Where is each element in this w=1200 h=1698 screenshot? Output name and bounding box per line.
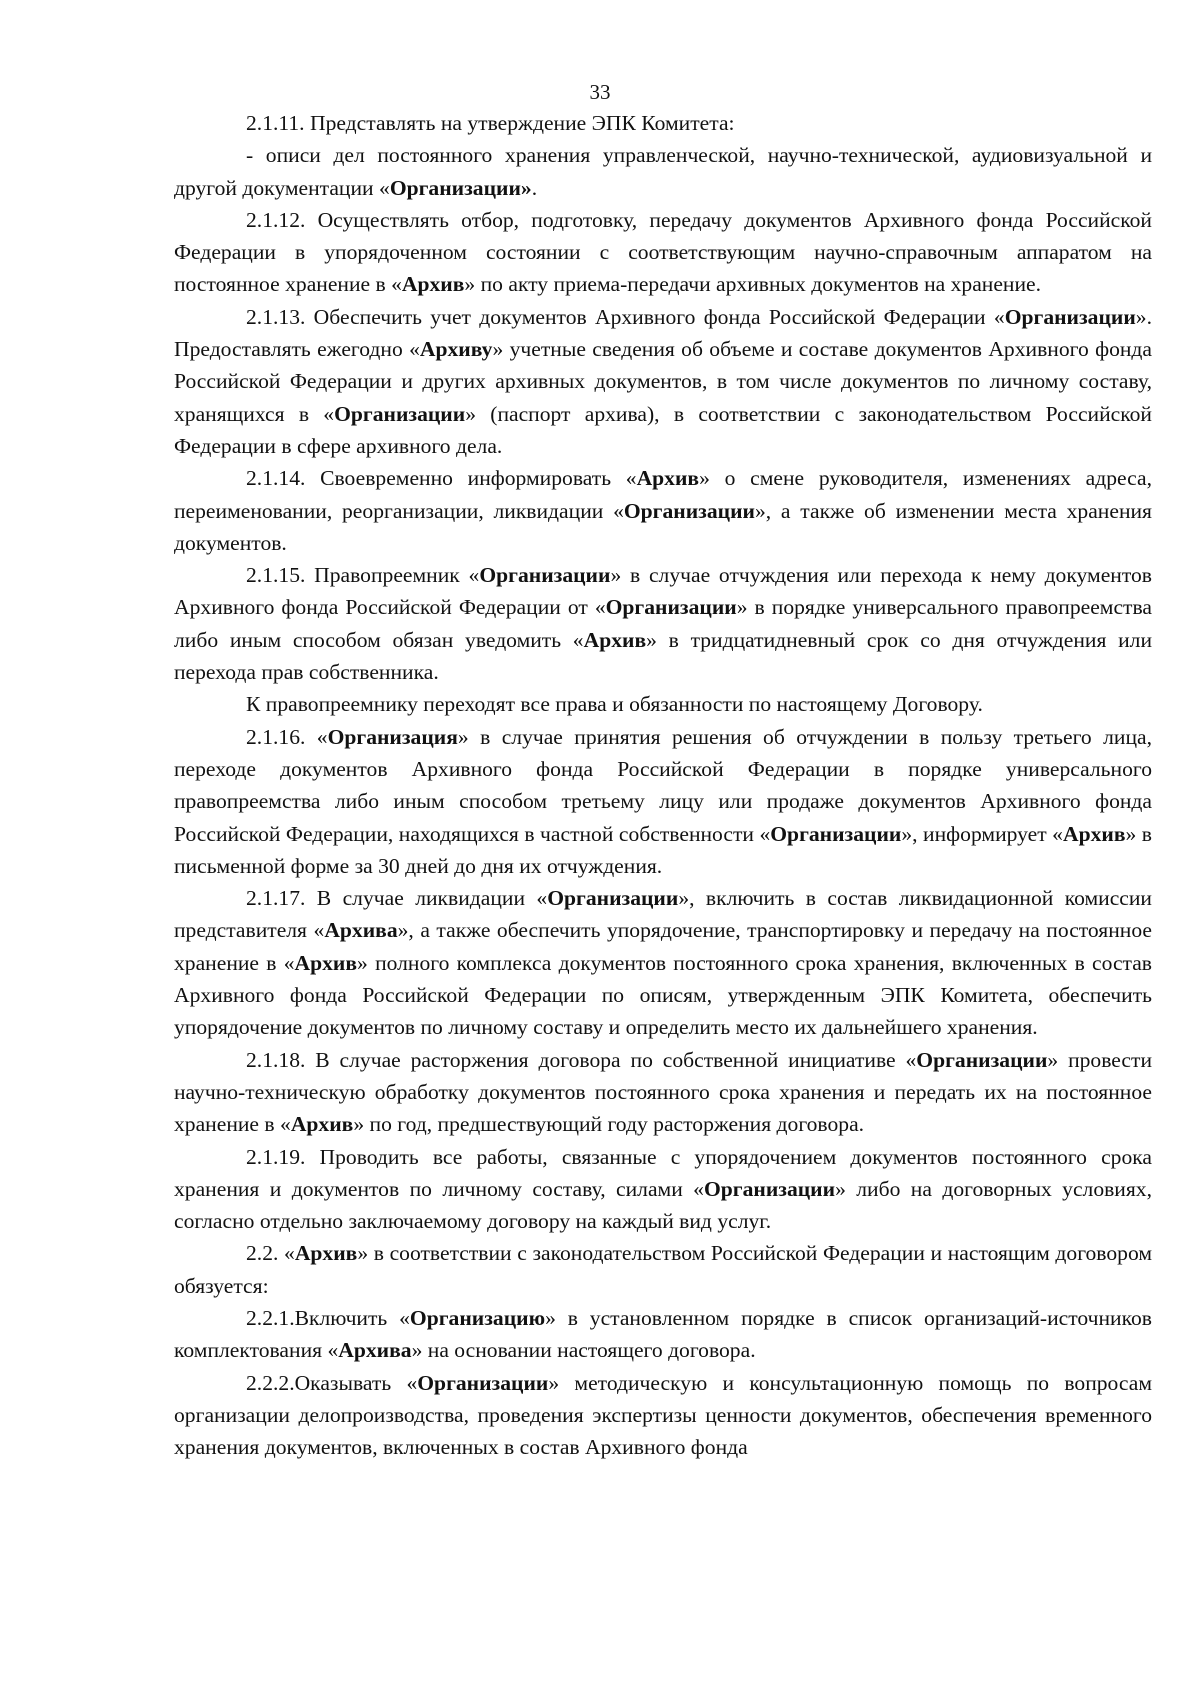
text-run: », включить в состав ликвидационной комиссии представителя « xyxy=(174,886,1152,943)
paragraph xyxy=(174,301,1152,462)
bold-text: Организация xyxy=(327,724,458,749)
paragraph xyxy=(174,462,1152,559)
text-run: » в случае принятия решения об отчуждении в пользу третьего лица, переходе документов Архивного фонда Российской Федерации в порядке универсального правопреемства либо иным способом третьему лицу или продаже документов Архивного фонда Российской Федерации, находящихся в частной собственности « xyxy=(174,724,1152,846)
text-run: 2.2. « xyxy=(246,1241,295,1266)
bold-text: Организации xyxy=(334,401,466,426)
text-run: 2.1.17. В случае ликвидации « xyxy=(246,886,548,911)
text-run: » по акту приема-передачи архивных документов на хранение. xyxy=(464,272,1042,297)
paragraph xyxy=(174,1044,1152,1141)
bold-text: Архив xyxy=(294,950,358,975)
text-run: » учетные сведения об объеме и составе документов Архивного фонда Российской Федерации и других архивных документов, в том числе документов по личному составу, хранящихся в « xyxy=(174,337,1153,426)
text-run: » в установленном порядке в список организаций-источников комплектования « xyxy=(174,1305,1152,1363)
text-run: » в порядке универсального правопреемства либо иным способом обязан уведомить « xyxy=(174,595,1152,652)
text-run: » методическую и консультационную помощь по вопросам организации делопроизводства, проведения экспертизы ценности документов, обеспечения временного хранения документов, включенных в состав Архивного фонда xyxy=(174,1370,1152,1460)
paragraph xyxy=(174,139,1152,204)
text-run: » полного комплекса документов постоянного срока хранения, включенных в состав Архивного фонда Российской Федерации по описям, утвержденным ЭПК Комитета, обеспечить упорядочение документов по личному составу и определить место их дальнейшего хранения. xyxy=(174,950,1153,1040)
text-run: », а также об изменении места хранения документов. xyxy=(174,498,1152,555)
paragraph xyxy=(174,1141,1152,1238)
bold-text: Организации xyxy=(770,821,902,846)
text-run: 2.1.19. Проводить все работы, связанные с упорядочением документов постоянного срока хранения и документов по личному составу, силами « xyxy=(174,1144,1152,1201)
text-run: » по год, предшествующий году расторжения договора. xyxy=(353,1112,865,1137)
bold-text: Организации xyxy=(623,498,755,523)
text-run: » (паспорт архива), в соответствии с законодательством Российской Федерации в сфере архивного дела. xyxy=(174,401,1152,458)
text-run: 2.2.2.Оказывать « xyxy=(246,1370,418,1395)
document-body xyxy=(174,107,1152,1463)
bold-text: Организации xyxy=(417,1370,549,1395)
bold-text: Архив xyxy=(1062,821,1126,846)
text-run: 2.1.15. Правопреемник « xyxy=(246,563,480,588)
text-run: » в письменной форме за 30 дней до дня их отчуждения. xyxy=(174,821,1152,878)
text-run: » либо на договорных условиях, согласно отдельно заключаемому договору на каждый вид услуг. xyxy=(174,1176,1152,1234)
text-run: » на основании настоящего договора. xyxy=(411,1338,756,1363)
bold-text: Архив xyxy=(290,1112,354,1137)
text-run: », информирует « xyxy=(901,821,1063,846)
bold-text: Организацию xyxy=(409,1305,546,1330)
text-run: 2.1.12. Осуществлять отбор, подготовку, передачу документов Архивного фонда Российской Федерации в упорядоченном состоянии с соответствующим научно-справочным аппаратом на постоянное хранение в « xyxy=(174,207,1152,297)
bold-text: Архива xyxy=(338,1338,412,1363)
text-run: 2.1.11. Представлять на утверждение ЭПК Комитета: xyxy=(246,111,735,135)
paragraph xyxy=(174,1302,1152,1367)
text-run: 2.1.14. Своевременно информировать « xyxy=(246,466,637,491)
paragraph xyxy=(174,688,1152,720)
bold-text: Архиву xyxy=(419,337,493,362)
text-run: . xyxy=(531,175,538,200)
text-run: », а также обеспечить упорядочение, транспортировку и передачу на постоянное хранение в « xyxy=(174,918,1152,975)
text-run: » в тридцатидневный срок со дня отчуждения или перехода прав собственника. xyxy=(174,627,1153,685)
text-run: 2.1.13. Обеспечить учет документов Архивного фонда Российской Федерации « xyxy=(246,304,1005,329)
text-run: » в соответствии с законодательством Российской Федерации и настоящим договором обязуется: xyxy=(174,1241,1153,1298)
text-run: » в случае отчуждения или перехода к нему документов Архивного фонда Российской Федерации от « xyxy=(174,563,1153,620)
bold-text: Архив xyxy=(401,272,465,297)
bold-text: Организации xyxy=(1004,304,1136,329)
paragraph xyxy=(174,204,1152,301)
page-number: 33 xyxy=(589,80,611,104)
text-run: 2.2.1.Включить « xyxy=(246,1305,410,1330)
text-run: ». Предоставлять ежегодно « xyxy=(174,304,1152,362)
text-run: - описи дел постоянного хранения управленческой, научно-технической, аудиовизуальной и другой документации « xyxy=(174,143,1152,200)
text-run: К правопреемнику переходят все права и обязанности по настоящему Договору. xyxy=(246,692,983,717)
bold-text: Организации xyxy=(479,563,611,588)
bold-text: Архив xyxy=(294,1241,358,1266)
text-run: » о смене руководителя, изменениях адреса, переименовании, реорганизации, ликвидации « xyxy=(174,466,1152,523)
paragraph xyxy=(174,107,1152,139)
text-run: 2.1.18. В случае расторжения договора по собственной инициативе « xyxy=(246,1047,917,1072)
bold-text: Организации xyxy=(916,1047,1048,1072)
text-run: 2.1.16. « xyxy=(246,724,328,749)
text-run: » провести научно-техническую обработку документов постоянного срока хранения и передать их на постоянное хранение в « xyxy=(174,1047,1152,1137)
paragraph xyxy=(174,559,1152,688)
paragraph xyxy=(174,882,1152,1043)
bold-text: Архива xyxy=(324,918,398,943)
bold-text: Архив xyxy=(636,466,700,491)
bold-text: Архив xyxy=(583,627,647,652)
paragraph xyxy=(174,721,1152,882)
bold-text: Организации» xyxy=(389,175,532,200)
paragraph xyxy=(174,1237,1152,1302)
bold-text: Организации xyxy=(703,1176,836,1201)
paragraph xyxy=(174,1367,1152,1464)
bold-text: Организации xyxy=(547,886,679,911)
bold-text: Организации xyxy=(605,595,737,620)
